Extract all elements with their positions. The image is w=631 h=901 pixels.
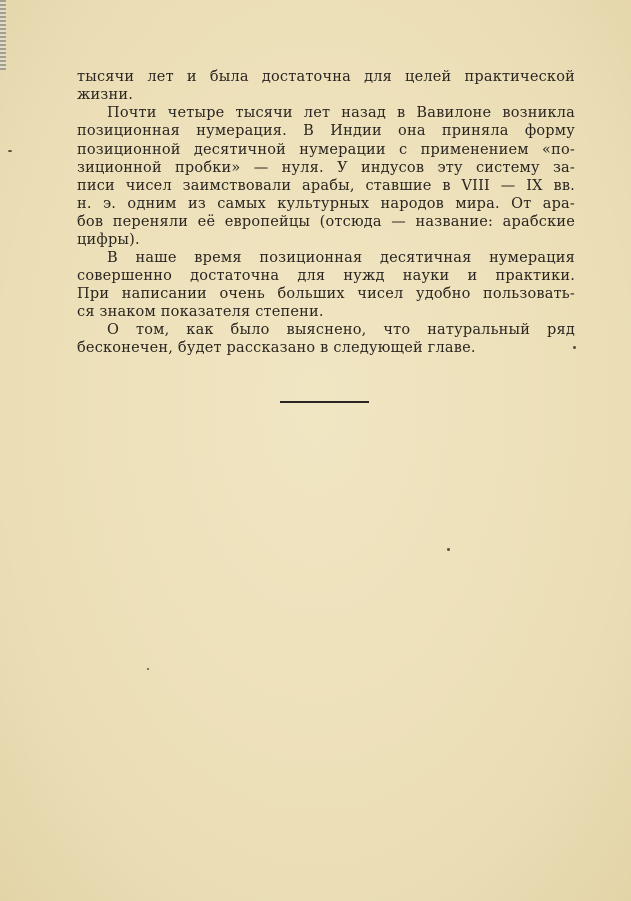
speck — [447, 548, 450, 551]
text-line: О том, как было выяснено, что натуральный ряд — [107, 322, 575, 338]
speck — [573, 346, 576, 349]
text-line: Почти четыре тысячи лет назад в Вавилоне возникла — [107, 105, 575, 121]
speck — [8, 150, 12, 152]
binding-edge — [0, 0, 6, 70]
text-line: При написании очень больших чисел удобно пользовать- — [77, 286, 575, 302]
text-line: бов переняли её европейцы (отсюда — название: арабские — [77, 214, 575, 230]
text-line: позиционная нумерация. В Индии она приняла форму — [77, 123, 575, 139]
text-line: совершенно достаточна для нужд науки и практики. — [77, 268, 575, 284]
text-line: бесконечен, будет рассказано в следующей главе. — [77, 340, 476, 356]
text-line: жизни. — [77, 87, 134, 103]
text-line: н. э. одним из самых культурных народов мира. От ара- — [77, 196, 575, 212]
section-end-rule — [280, 401, 369, 403]
text-line: цифры). — [77, 232, 140, 248]
text-line: писи чисел заимствовали арабы, ставшие в VIII — IX вв. — [77, 178, 575, 194]
text-line: В наше время позиционная десятичная нумерация — [107, 250, 575, 266]
text-line: ся знаком показателя степени. — [77, 304, 324, 320]
text-line: тысячи лет и была достаточна для целей практической — [77, 69, 575, 85]
text-line: зиционной пробки» — нуля. У индусов эту систему за- — [77, 160, 575, 176]
speck — [147, 668, 149, 670]
text-line: позиционной десятичной нумерации с применением «по- — [77, 142, 575, 158]
